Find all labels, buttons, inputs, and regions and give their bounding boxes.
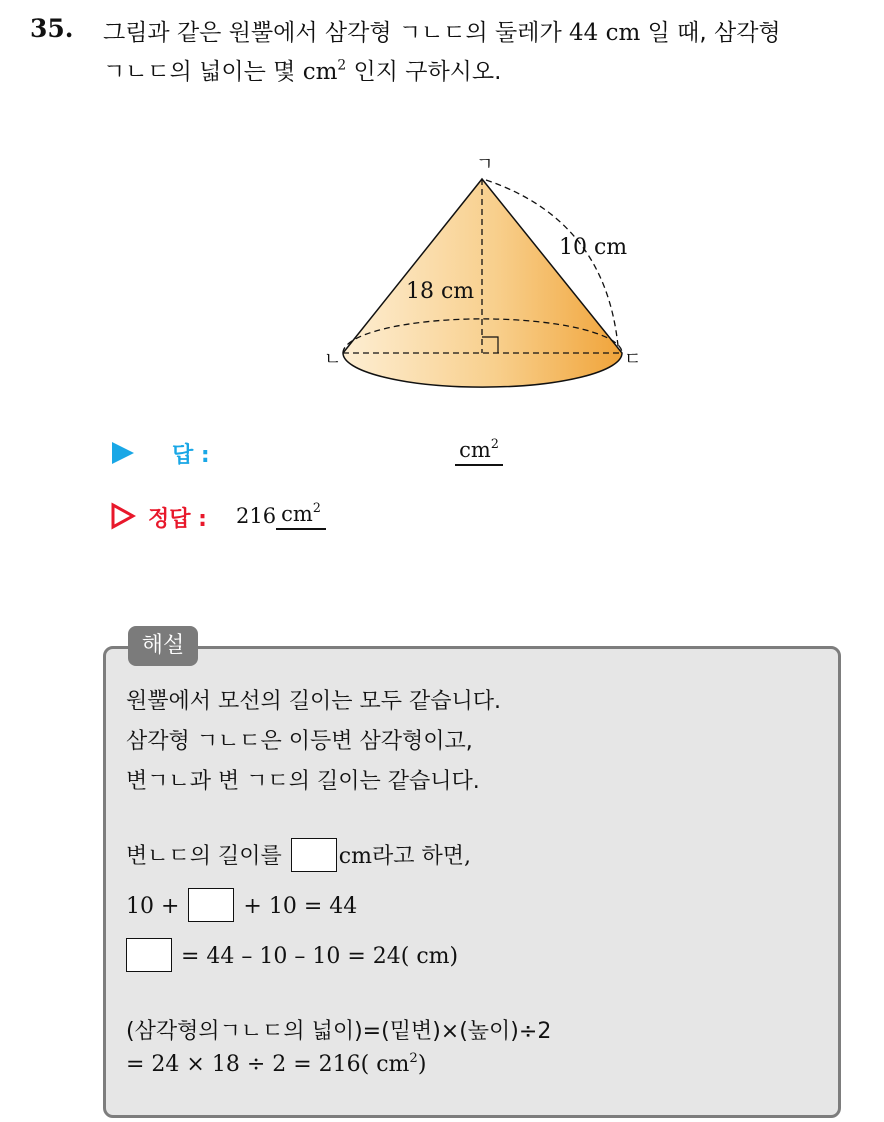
- correct-answer-label: 정답 :: [148, 507, 207, 532]
- solution-line-4b: cm라고 하면,: [338, 844, 471, 869]
- question-text-2b: 인지 구하시오.: [346, 59, 502, 85]
- solution-line-1: 원뿔에서 모선의 길이는 모두 같습니다.: [126, 689, 501, 714]
- outline-triangle-icon: [110, 502, 136, 530]
- answer-label: 답 :: [172, 443, 210, 468]
- perimeter-value: 44: [569, 20, 599, 46]
- height-label: 18 cm: [406, 279, 475, 304]
- slant-label: 10 cm: [559, 235, 628, 260]
- answer-unit-exponent: 2: [490, 436, 499, 452]
- vertex-label-right: ㄷ: [624, 349, 642, 370]
- area-unit: cm: [302, 59, 338, 85]
- solution-line-4a: 변ㄴㄷ의 길이를: [126, 844, 289, 869]
- solution-box: [103, 646, 841, 1118]
- solution-line-8b: ): [417, 1052, 427, 1077]
- solution-line-6: [126, 938, 458, 972]
- solution-line-8a: = 24 × 18 ÷ 2 = 216( cm: [126, 1052, 410, 1077]
- solution-line-5a: 10 +: [126, 894, 187, 919]
- solution-line-8-exponent: 2: [409, 1050, 418, 1066]
- question-text-line1: [103, 14, 781, 47]
- vertex-label-top: ㄱ: [476, 154, 494, 175]
- answer-unit[interactable]: [455, 438, 503, 466]
- play-triangle-icon: [112, 442, 134, 464]
- blank-box: [126, 938, 172, 972]
- blank-box: [188, 888, 234, 922]
- solution-tag: 해설: [128, 626, 198, 666]
- correct-unit-exponent: 2: [312, 500, 321, 516]
- question-text-1b: 일 때, 삼각형: [640, 20, 781, 46]
- solution-line-3: 변ㄱㄴ과 변 ㄱㄷ의 길이는 같습니다.: [126, 769, 480, 794]
- correct-answer-unit: [276, 502, 326, 530]
- correct-answer-row: [108, 500, 528, 536]
- solution-line-8: [126, 1052, 426, 1077]
- solution-line-5: [126, 888, 357, 922]
- question-text-2a: ㄱㄴㄷ의 넓이는 몇: [103, 59, 303, 85]
- solution-line-4: [126, 838, 471, 872]
- solution-line-5b: + 10 = 44: [236, 894, 358, 919]
- answer-unit-text: cm: [459, 438, 491, 462]
- perimeter-unit: cm: [605, 20, 641, 46]
- solution-line-7: (삼각형의ㄱㄴㄷ의 넓이)=(밑변)×(높이)÷2: [126, 1019, 552, 1044]
- solution-line-2: 삼각형 ㄱㄴㄷ은 이등변 삼각형이고,: [126, 729, 473, 754]
- correct-unit-text: cm: [281, 502, 313, 526]
- solution-line-6-text: = 44 – 10 – 10 = 24( cm): [174, 944, 459, 969]
- answer-row: [108, 436, 528, 472]
- cone-figure: [300, 150, 660, 400]
- blank-box: [291, 838, 337, 872]
- question-text-line2: [103, 53, 501, 86]
- question-text-1a: 그림과 같은 원뿔에서 삼각형 ㄱㄴㄷ의 둘레가: [103, 20, 570, 46]
- question-number: 35.: [30, 14, 74, 43]
- area-unit-exponent: 2: [337, 57, 347, 74]
- correct-answer-value: 216: [236, 504, 277, 528]
- vertex-label-left: ㄴ: [324, 349, 342, 370]
